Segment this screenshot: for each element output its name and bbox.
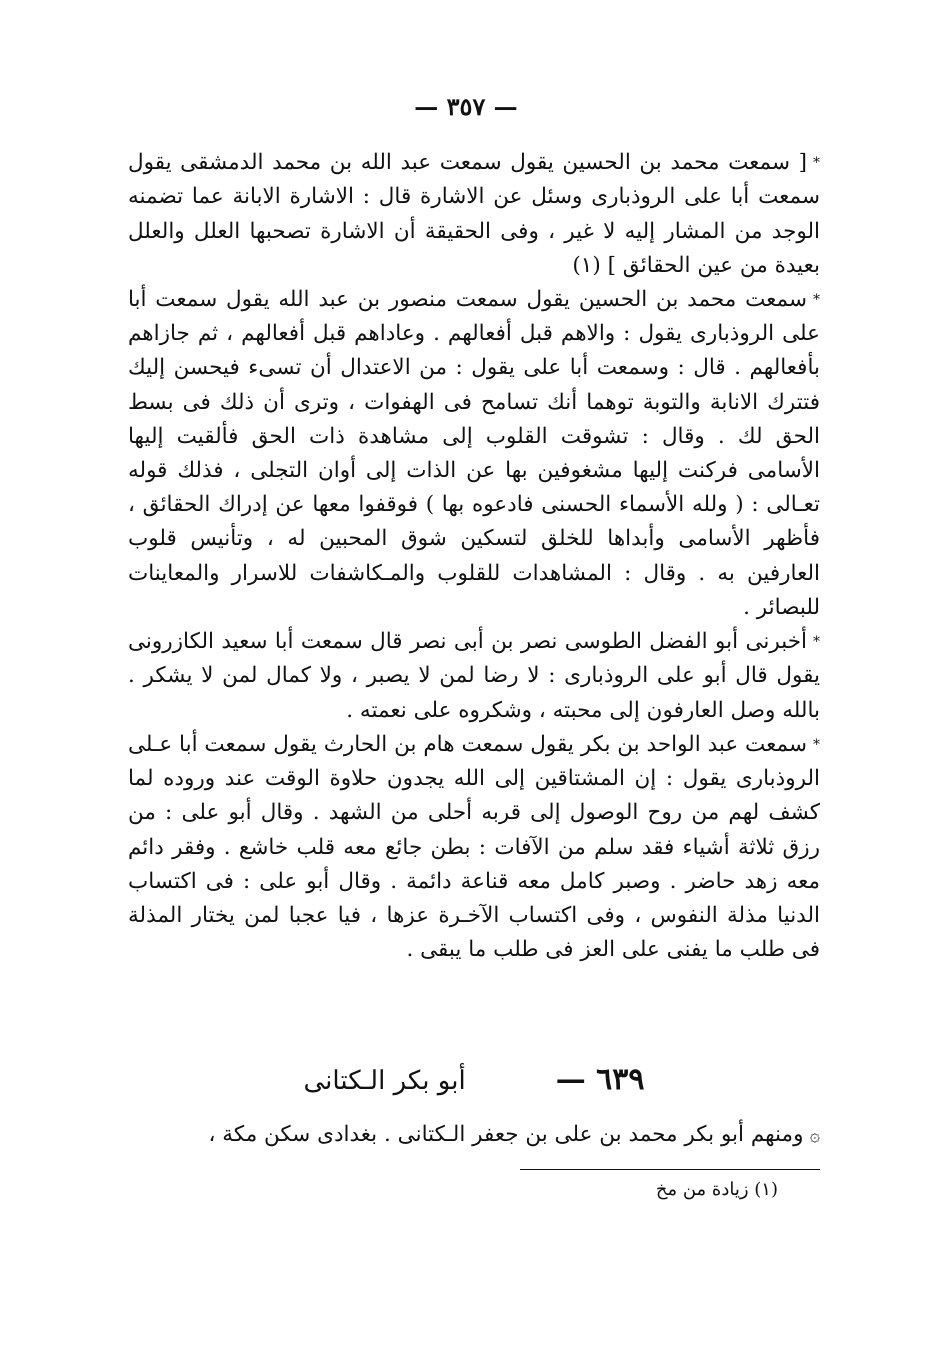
paragraph-text: أخبرنى أبو الفضل الطوسى نصر بن أبى نصر قال سمعت أبا سعيد الكازرونى يقول قال أبو على الروذبارى : لا رضا لمن لا يصبر ، ولا كمال لمن لا يشكر . بالله وصل العارفون إلى محبته ، وشكروه على نعمته . (128, 629, 820, 723)
section-number: ٦٣٩ — (555, 1062, 645, 1097)
section-intro (128, 1118, 820, 1153)
ornament-icon: ۞ (809, 1125, 820, 1146)
paragraph-text: سمعت محمد بن الحسين يقول سمعت منصور بن عبد الله يقول سمعت أبا على الروذبارى يقول : والاهم قبل أفعالهم . وعاداهم قبل أفعالهم ، ثم جازاهم بأفعالهم . قال : وسمعت أبا على يقول : من الاعتدال أن تسىء فيحسن إليك فتترك الانابة والتوبة توهما أنك تسامح فى الهفوات ، وترى أن ذلك فى بسط الحق لك . وقال : تشوقت القلوب إلى مشاهدة ذات الحق فألقيت إليها الأسامى فركنت إليها مشغوفين بها عن الذات إلى أوان التجلى ، فذلك قوله تعـالى : ( ولله الأسماء الحسنى فادعوه بها ) فوقفوا معها عن إدراك الحقائق ، فأظهر الأسامى وأبداها للخلق لتسكين شوق المحبين له ، وتأنيس قلوب العارفين به . وقال : المشاهدات للقلوب والمـكاشفات للاسرار والمعاينات للبصائر . (128, 287, 820, 620)
paragraph-1 (128, 146, 820, 283)
main-text (128, 146, 820, 967)
star-marker: * (813, 155, 820, 171)
star-marker: * (813, 291, 820, 308)
section-intro-text: ومنهم أبو بكر محمد بن على بن جعفر الـكتانى . بغدادى سكن مكة ، (208, 1122, 804, 1147)
star-marker: * (813, 634, 820, 651)
footnote-divider (520, 1169, 820, 1170)
section-heading (128, 1062, 820, 1097)
footnote: (١) زيادة من مخ (655, 1179, 778, 1200)
star-marker: * (813, 736, 820, 753)
paragraph-3 (128, 625, 820, 728)
paragraph-text: سمعت عبد الواحد بن بكر يقول سمعت هام بن الحارث يقول سمعت أبا عـلى الروذبارى يقول : إن المشتاقين إلى الله يجدون حلاوة الوقت عند وروده لما كشف لهم من روح الوصول إلى قربه أحلى من الشهد . وقال أبو على : من رزق ثلاثة أشياء فقد سلم من الآفات : بطن جائع معه قلب خاشع . وفقر دائم معه زهد حاضر . وصبر كامل معه قناعة دائمة . وقال أبو على : فى اكتساب الدنيا مذلة النفوس ، وفى اكتساب الآخـرة عزها ، فيا عجبا لمن يختار المذلة فى طلب ما يفنى على العز فى طلب ما يبقى . (128, 731, 820, 963)
paragraph-4 (128, 728, 820, 968)
page-number: — ٣٥٧ — (414, 92, 518, 121)
paragraph-2 (128, 283, 820, 625)
section-title: أبو بكر الـكتانى (303, 1066, 466, 1096)
paragraph-text: [ سمعت محمد بن الحسين يقول سمعت عبد الله بن محمد الدمشقى يقول سمعت أبا على الروذبارى وسئل عن الاشارة قال : الاشارة الابانة عما تضمنه الوجد من المشار إليه لا غير ، وفى الحقيقة أن الاشارة تصحبها العلل والعلل بعيدة من عين الحقائق ] (١) (128, 150, 820, 278)
